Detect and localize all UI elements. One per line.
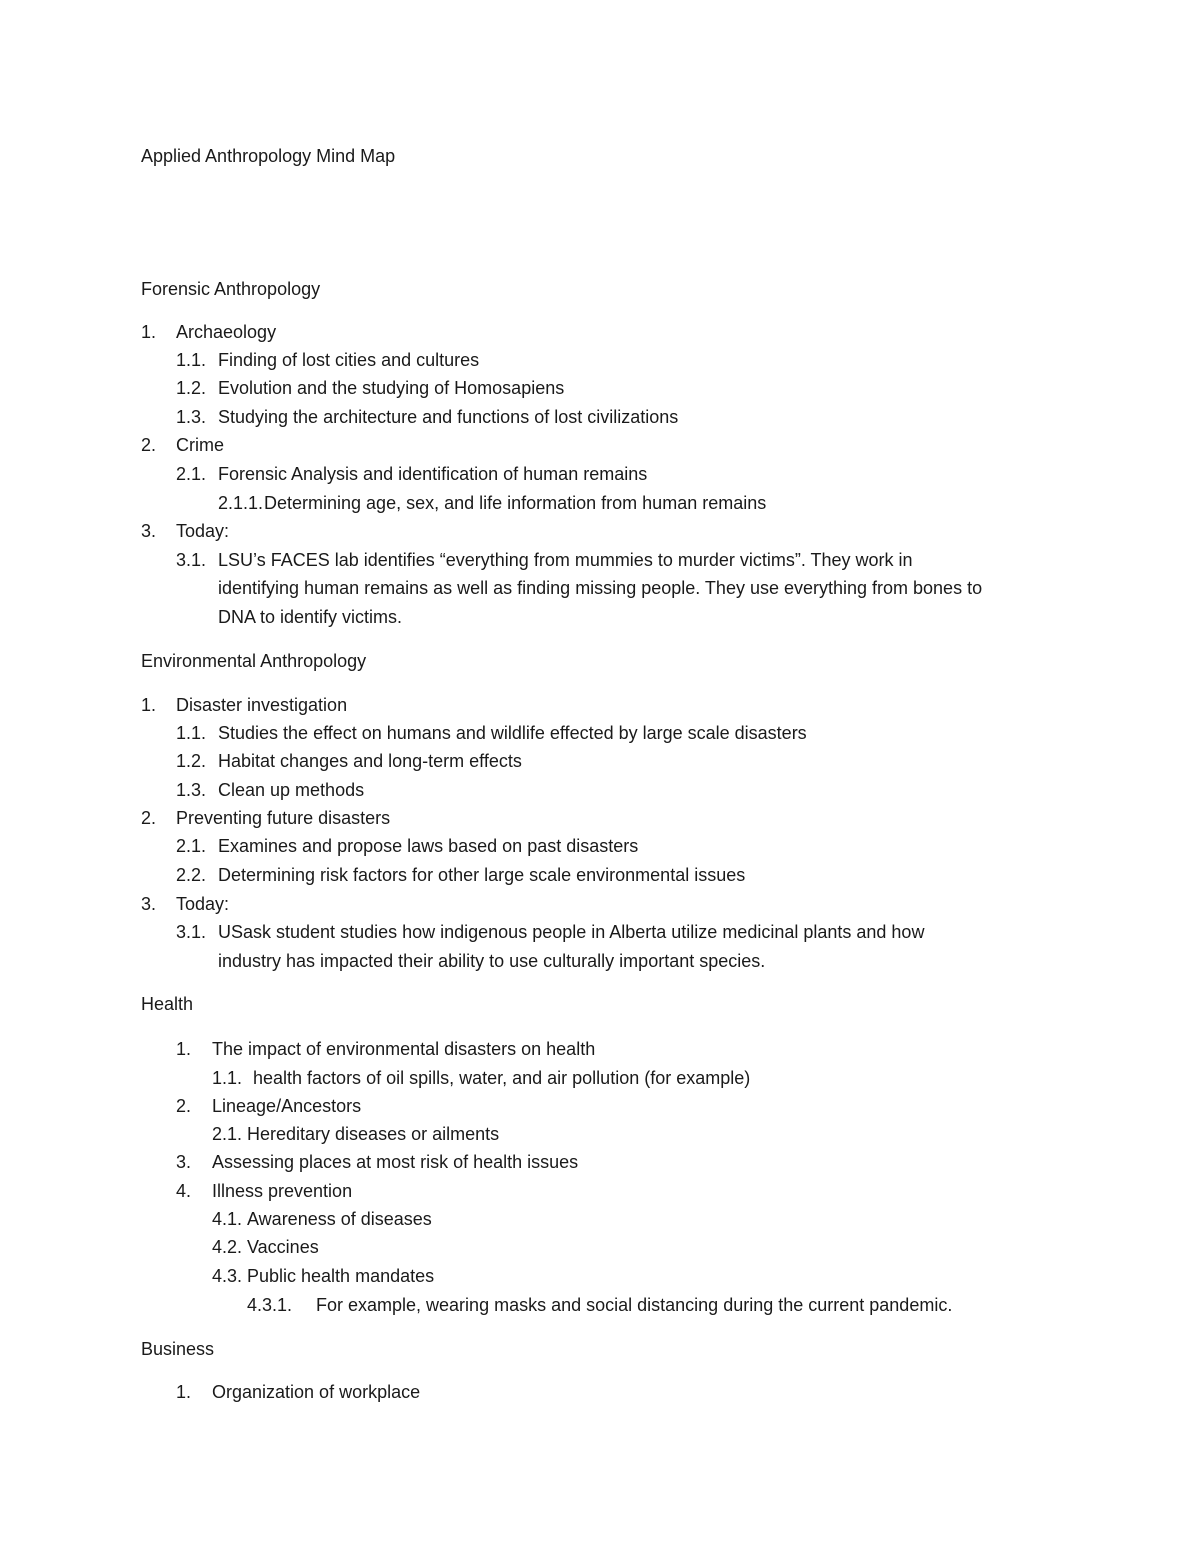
list-number: 4.3. — [212, 1266, 243, 1286]
list-number: 2.1. — [212, 1124, 243, 1144]
list-item: Finding of lost cities and cultures — [218, 350, 480, 370]
list-number: 4.3.1. — [247, 1295, 293, 1315]
list-item: USask student studies how indigenous people in Alberta utilize medicinal plants and how — [218, 922, 925, 942]
list-number: 2.1. — [176, 464, 207, 484]
list-item: Examines and propose laws based on past disasters — [218, 836, 639, 856]
list-number: 4. — [176, 1181, 192, 1201]
list-item: Determining risk factors for other large scale environmental issues — [218, 865, 746, 885]
list-item: Public health mandates — [247, 1266, 435, 1286]
list-number: 3. — [176, 1152, 192, 1172]
list-item: Preventing future disasters — [176, 808, 391, 828]
list-item: Studies the effect on humans and wildlife effected by large scale disasters — [218, 723, 807, 743]
list-item: Organization of workplace — [212, 1382, 421, 1402]
list-item: Studying the architecture and functions of lost civilizations — [218, 407, 679, 427]
list-item: Disaster investigation — [176, 695, 348, 715]
list-item: Forensic Analysis and identification of human remains — [218, 464, 648, 484]
list-item: Hereditary diseases or ailments — [247, 1124, 500, 1144]
list-item: Lineage/Ancestors — [212, 1096, 362, 1116]
list-item-continued: DNA to identify victims. — [218, 607, 403, 627]
list-number: 3.1. — [176, 550, 207, 570]
section-heading-business: Business — [141, 1339, 215, 1359]
list-item: Crime — [176, 435, 224, 455]
list-number: 1. — [176, 1039, 192, 1059]
list-number: 1.1. — [212, 1068, 243, 1088]
list-number: 1. — [176, 1382, 192, 1402]
section-heading-forensic: Forensic Anthropology — [141, 279, 321, 299]
list-item: Archaeology — [176, 322, 277, 342]
list-item-continued: industry has impacted their ability to use culturally important species. — [218, 951, 766, 971]
list-item: health factors of oil spills, water, and air pollution (for example) — [253, 1068, 751, 1088]
list-number: 3. — [141, 894, 157, 914]
list-number: 3.1. — [176, 922, 207, 942]
list-item: Today: — [176, 894, 230, 914]
list-number: 4.2. — [212, 1237, 243, 1257]
list-item: Assessing places at most risk of health issues — [212, 1152, 579, 1172]
list-number: 1.3. — [176, 780, 207, 800]
list-number: 2. — [141, 808, 157, 828]
section-heading-health: Health — [141, 994, 194, 1014]
list-number: 1.3. — [176, 407, 207, 427]
list-item: For example, wearing masks and social distancing during the current pandemic. — [316, 1295, 953, 1315]
list-number: 2. — [176, 1096, 192, 1116]
list-number: 1.2. — [176, 751, 207, 771]
list-number: 1. — [141, 322, 157, 342]
list-item: The impact of environmental disasters on health — [212, 1039, 596, 1059]
list-number: 1. — [141, 695, 157, 715]
list-item: LSU’s FACES lab identifies “everything from mummies to murder victims”. They work in — [218, 550, 913, 570]
list-item: Illness prevention — [212, 1181, 353, 1201]
list-number: 2.2. — [176, 865, 207, 885]
list-number: 2. — [141, 435, 157, 455]
list-number: 1.1. — [176, 723, 207, 743]
list-item: Awareness of diseases — [247, 1209, 432, 1229]
list-number: 1.2. — [176, 378, 207, 398]
list-item: Today: — [176, 521, 230, 541]
list-item: Habitat changes and long-term effects — [218, 751, 522, 771]
list-item: Determining age, sex, and life information from human remains — [264, 493, 767, 513]
list-number: 1.1. — [176, 350, 207, 370]
list-item-continued: identifying human remains as well as finding missing people. They use everything from bones to — [218, 578, 983, 598]
list-number: 4.1. — [212, 1209, 243, 1229]
document-title: Applied Anthropology Mind Map — [141, 146, 396, 166]
list-item: Clean up methods — [218, 780, 365, 800]
list-number: 2.1. — [176, 836, 207, 856]
list-number: 3. — [141, 521, 157, 541]
list-item: Evolution and the studying of Homosapiens — [218, 378, 565, 398]
list-number: 2.1.1. — [218, 493, 264, 513]
section-heading-environmental: Environmental Anthropology — [141, 651, 367, 671]
list-item: Vaccines — [247, 1237, 319, 1257]
